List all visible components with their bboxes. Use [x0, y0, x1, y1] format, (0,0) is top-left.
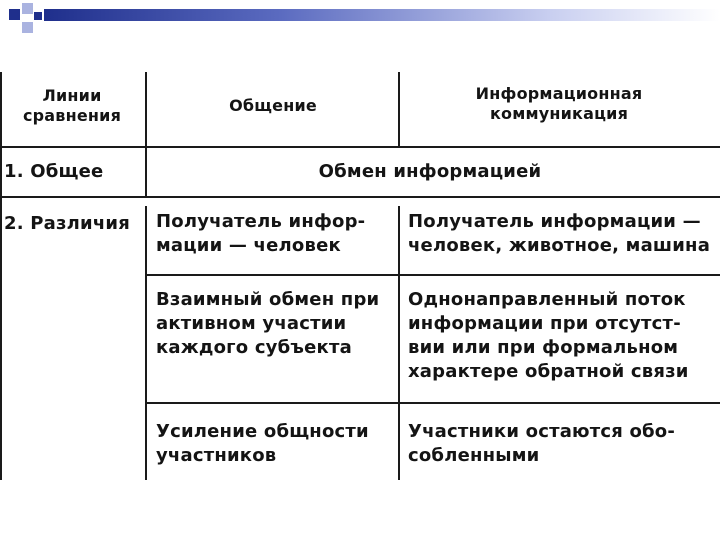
diff-3-communication: [156, 420, 396, 468]
diff-2-col3-line3: вии или при формальном: [408, 337, 679, 358]
table-divider-v1: [145, 72, 147, 196]
diff-3-col2-line2: участников: [156, 445, 277, 466]
slide-header-decoration: [0, 0, 720, 40]
row-label-differences: 2. Различия: [4, 213, 130, 234]
header-information-communication: [404, 84, 714, 124]
header-col1-line2: сравнения: [22, 106, 122, 125]
header-square-1: [9, 9, 20, 20]
row-label-common: 1. Общее: [4, 161, 104, 182]
diff-1-col3-line1: Получатель информации —: [408, 211, 701, 232]
table-divider-h2: [0, 196, 720, 198]
table-divider-h3: [147, 274, 720, 276]
diff-2-col3-line4: характере обратной связи: [408, 361, 689, 382]
header-communication: Общение: [229, 96, 317, 115]
header-square-3: [22, 22, 33, 33]
table-divider-v4: [398, 206, 400, 480]
comparison-table: [0, 72, 720, 480]
diff-3-col3-line1: Участники остаются обо-: [408, 421, 676, 442]
header-square-4: [34, 12, 42, 20]
header-col1-line1: Линии: [42, 86, 102, 105]
header-col3-line1: Информационная: [475, 84, 643, 103]
header-gradient-bar: [44, 9, 720, 21]
header-col3-line2: коммуникация: [489, 104, 629, 123]
diff-2-col2-line1: Взаимный обмен при: [156, 289, 380, 310]
diff-2-communication: [156, 288, 396, 360]
diff-2-col3-line2: информации при отсутст-: [408, 313, 681, 334]
diff-2-col2-line2: активном участии: [156, 313, 347, 334]
diff-1-communication: [156, 210, 396, 258]
header-lines-of-comparison: [4, 86, 140, 126]
diff-1-information-communication: [408, 210, 718, 258]
diff-3-col2-line1: Усиление общности: [156, 421, 369, 442]
diff-2-col3-line1: Однонаправленный поток: [408, 289, 686, 310]
cell-common-merged: Обмен информацией: [318, 161, 542, 182]
diff-3-col3-line2: собленными: [408, 445, 540, 466]
diff-2-col2-line3: каждого субъекта: [156, 337, 352, 358]
diff-1-col2-line1: Получатель инфор-: [156, 211, 366, 232]
diff-1-col3-line2: человек, животное, машина: [408, 235, 711, 256]
table-divider-h4: [147, 402, 720, 404]
table-divider-v3: [398, 72, 400, 146]
table-divider-h1: [0, 146, 720, 148]
table-divider-v2: [145, 206, 147, 480]
table-divider-v5: [0, 72, 2, 480]
diff-1-col2-line2: мации — человек: [156, 235, 341, 256]
diff-2-information-communication: [408, 288, 718, 384]
header-square-2: [22, 3, 33, 14]
diff-3-information-communication: [408, 420, 718, 468]
